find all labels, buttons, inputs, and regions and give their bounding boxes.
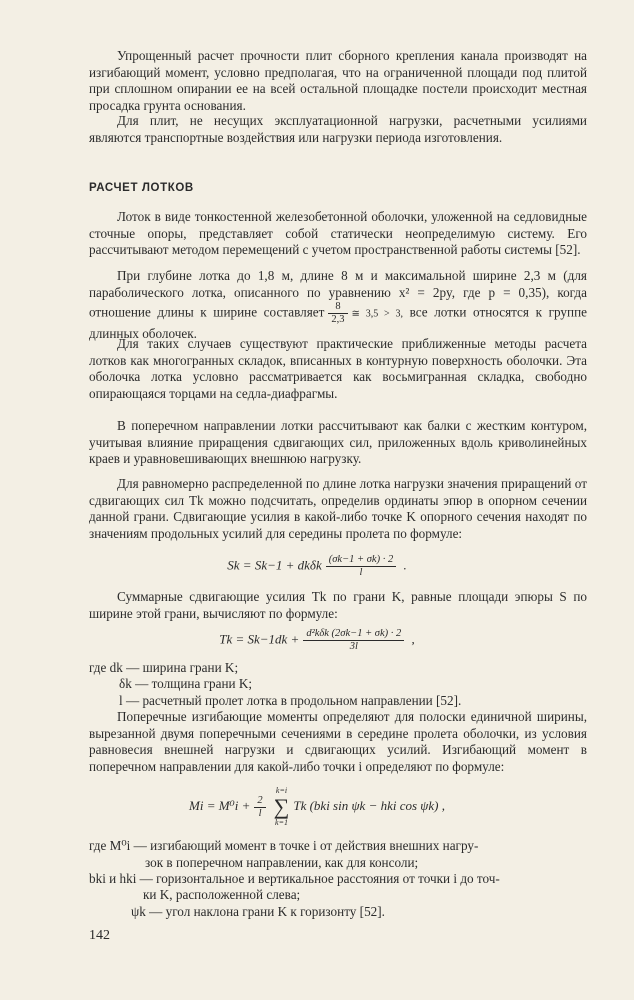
formula-tk: Tk = Sk−1dk + $\frac{\text{d²kδk (2σk−1 + σk) · 2}}{3l}$ ,: [219, 628, 415, 652]
summation-sign: k=i ∑ k=1: [273, 786, 290, 827]
page-number: 142: [89, 928, 110, 943]
paragraph-trough-description: Лоток в виде тонкостенной железобетонной оболочки, уложенной на седловидные сточные опоры, представляет собой статически неопределимую систему. Его рассчитывают методом перемещений с учетом пространственной работы системы [52].: [89, 209, 587, 258]
definition-l: l — расчетный пролет лотка в продольном направлении [52].: [119, 693, 462, 708]
paragraph-long-shells: При глубине лотка до 1,8 м, длине 8 м и максимальной ширине 2,3 м (для параболического лотка, описанного по уравнению x² = 2py, где p = 0,35), когда отношение длины к ширине составляет $\frac{8}{2,3}$ ≅ 3,5 > 3, все лотки относятся к группе длинных оболочек.: [89, 268, 587, 342]
ratio-fraction: $\frac{8}{2,3}$: [328, 301, 347, 326]
definition-bki-hki: bki и hki — горизонтальное и вертикальное расстояния от точки i до точ-: [89, 871, 500, 886]
paragraph-distributed-load: Для равномерно распределенной по длине лотка нагрузки значения приращений от сдвигающих сил Tk можно подсчитать, определив ординаты эпюр в опорном сечении данной грани. Сдвигающие усилия в какой-либо точке K опорного сечения находят по значениям продольных усилий для середины пролета по формуле:: [89, 476, 587, 541]
definition-bki-hki-cont: ки K, расположенной слева;: [143, 887, 301, 902]
definition-delta-k: δk — толщина грани K;: [119, 676, 253, 691]
section-heading: РАСЧЕТ ЛОТКОВ: [89, 182, 194, 194]
formula-sk: Sk = Sk−1 + dkδk $\frac{(\sigma k-1 + \sigma k) \cdot 2}{l}$ .: [227, 554, 407, 578]
paragraph-bending-moments: Поперечные изгибающие моменты определяют для полоски единичной ширины, вырезанной двумя поперечными сечениями в середине пролета оболочки, из условия равновесия внешней нагрузки и сдвигающих усилий. Изгибающий момент в поперечном направлении для какой-либо точки i определяют по формуле:: [89, 709, 587, 774]
definition-m0i-cont: зок в поперечном направлении, как для консоли;: [145, 855, 419, 870]
paragraph-intro-1: Упрощенный расчет прочности плит сборного крепления канала производят на изгибающий момент, условно предполагая, что на ограниченной площади под плитой при сплошном опирании ее на всей остальной площадке постели происходит местная просадка грунта основания.: [89, 48, 587, 113]
definition-dk: где dk — ширина грани K;: [89, 660, 239, 675]
definition-m0i: где M⁰i — изгибающий момент в точке i от действия внешних нагру-: [89, 838, 479, 853]
paragraph-approx-methods: Для таких случаев существуют практические приближенные методы расчета лотков как многогранных складок, вписанных в контурную поверхность оболочки. Эта оболочка лотка условно рассматривается как восьмигранная складка, свободно опирающаяся торцами на седла-диафрагмы.: [89, 336, 587, 401]
formula-mi: Mi = M⁰i + $\frac{2}{l}$ k=i ∑ k=1 Tk (bki sin ψk − hki cos ψk) ,: [189, 786, 445, 827]
paragraph-total-shear: Суммарные сдвигающие усилия Tk по грани K, равные площади эпюры S по ширине этой грани, вычисляют по формуле:: [89, 589, 587, 621]
definition-psi-k: ψk — угол наклона грани K к горизонту [52].: [131, 904, 385, 919]
paragraph-transverse: В поперечном направлении лотки рассчитывают как балки с жестким контуром, учитывая влияние приращения сдвигающих сил, приложенных вдоль криволинейных краев и уравновешивающих внешнюю нагрузку.: [89, 418, 587, 467]
paragraph-intro-2: Для плит, не несущих эксплуатационной нагрузки, расчетными усилиями являются транспортные воздействия или нагрузки периода изготовления.: [89, 113, 587, 145]
